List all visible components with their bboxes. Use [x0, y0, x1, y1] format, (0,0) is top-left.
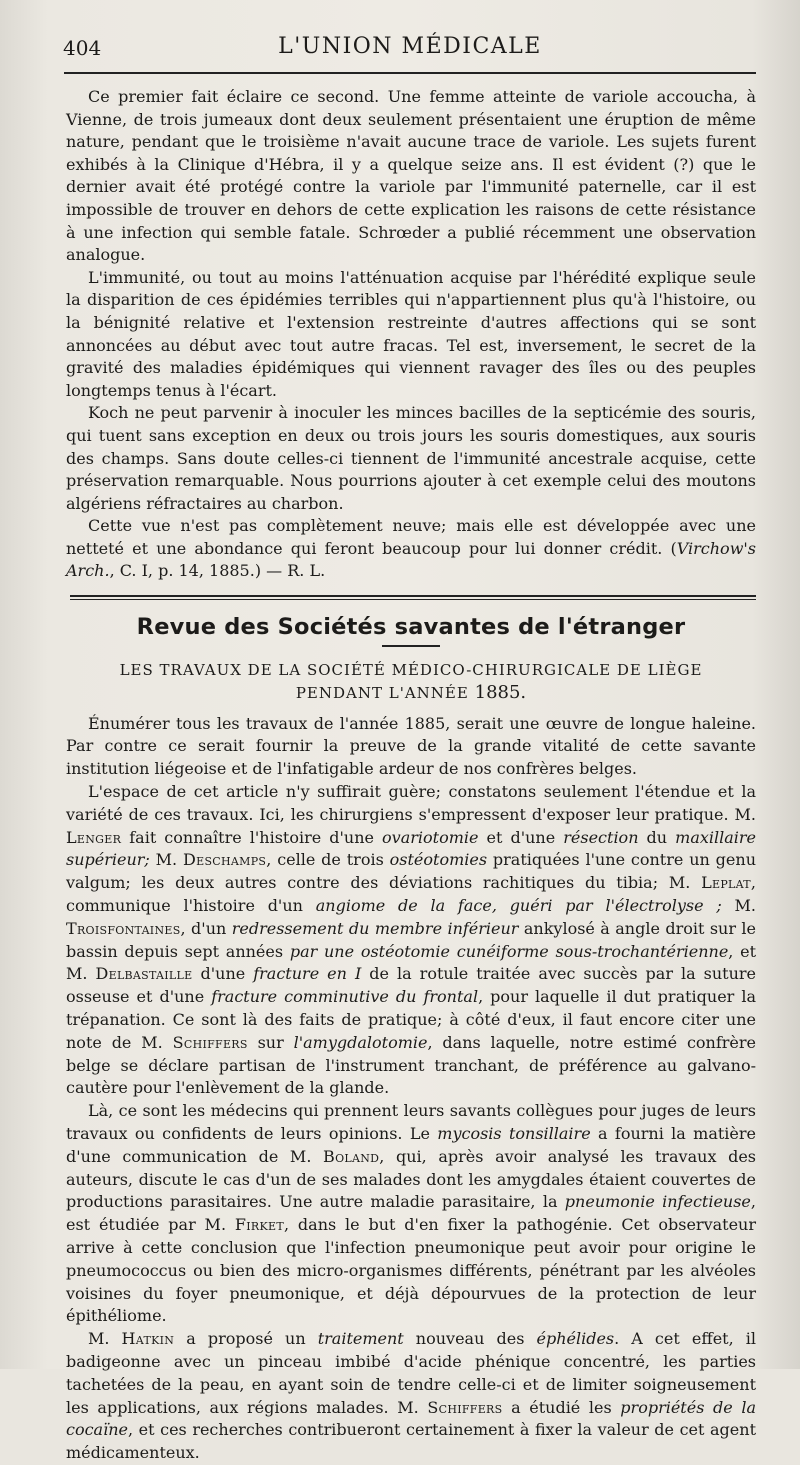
text: , d'un	[180, 918, 232, 938]
text: Là, ce sont les médecins qui prennent leurs savants collègues pour juges de leurs travaux ou confidents de leurs opinions. Le	[66, 1101, 756, 1143]
author-name: Firket	[234, 1215, 284, 1235]
term: traitement	[317, 1329, 404, 1349]
subtitle-year: 1885.	[474, 681, 527, 703]
term: pneumonie infectieuse	[564, 1192, 751, 1212]
text: d'une	[192, 964, 254, 984]
text: a proposé un	[174, 1329, 318, 1349]
term: mycosis tonsillaire	[437, 1124, 591, 1143]
author-name: Schiffers	[427, 1397, 503, 1417]
term: résection	[563, 827, 639, 847]
text: M.	[149, 850, 183, 870]
text: , dans laquelle, notre estimé confrère belge se déclare partisan de l'instrument tranchant, de préférence au galvano-cautère pour l'enlèvement de la glande.	[66, 1032, 756, 1098]
text: L'espace de cet article n'y suffirait guère; constatons seulement l'étendue et la variété de ces travaux. Ici, les chirurgiens s'empressent d'exposer leur pratique. M.	[66, 782, 756, 824]
text: M.	[88, 1329, 122, 1349]
text: ankylosé à angle droit sur le bassin depuis sept années	[66, 918, 757, 961]
paragraph: L'immunité, ou tout au moins l'atténuation acquise par l'hérédité explique seule la disparition de ces épidémies terribles qui n'appartiennent plus qu'à l'histoire, ou la bénignité relative et l'extension restreinte d'autres affections qui se sont annoncées au début avec tout autre fracas. Tel est, inversement, le secret de la gravité des maladies épidémiques qui viennent ravager des îles ou des peuples longtemps tenus à l'écart.	[66, 267, 756, 400]
journal-title: L'UNION MÉDICALE	[278, 34, 542, 59]
text: a fourni la matière d'une communication de M.	[66, 1124, 756, 1166]
paragraph: Koch ne peut parvenir à inoculer les minces bacilles de la septicémie des souris, qui tuent sans exception en deux ou trois jours les souris domestiques, aux souris des champs. Sans doute celles-ci tiennent de l'immunité ancestrale acquise, cette préservation remarquable. Nous pourrions ajouter à cet exemple celui des moutons algériens réfractaires au charbon.	[66, 403, 756, 513]
text: et d'une	[478, 827, 564, 847]
term: propriétés de la cocaïne	[66, 1397, 756, 1440]
text: Cette vue n'est pas complètement neuve; mais elle est développée avec une netteté et une abondance qui feront beaucoup pour lui donner crédit. (	[66, 516, 756, 558]
paragraph	[66, 1328, 756, 1465]
text: , celle de trois	[266, 850, 390, 870]
subtitle-prefix: PENDANT L'ANNÉE	[295, 683, 469, 702]
text: , qui, après avoir analysé les travaux des auteurs, discute le cas d'un de ses malades dont les amygdales étaient couvertes de productions parasitaires. Une autre maladie parasitaire, la	[66, 1146, 756, 1212]
text: a étudié les	[502, 1397, 621, 1417]
text: sur	[247, 1032, 294, 1052]
text: pratiquées l'une contre un genu valgum; les deux autres contre des déviations rachitiques du tibia; M.	[66, 850, 756, 893]
section-title: Revue des Sociétés savantes de l'étranger	[136, 614, 686, 641]
section-subtitle: LES TRAVAUX DE LA SOCIÉTÉ MÉDICO-CHIRURGICALE DE LIÈGE	[119, 660, 703, 679]
header-rule	[64, 72, 756, 74]
author-name: Hatkin	[121, 1329, 175, 1349]
paragraph: Énumérer tous les travaux de l'année 1885, serait une œuvre de longue haleine. Par contre ce serait fournir la preuve de la grande vitalité de cette savante institution liégeoise et de l'infatigable ardeur de nos confrères belges.	[66, 713, 756, 779]
text: nouveau des	[403, 1329, 537, 1349]
section-divider	[70, 595, 756, 600]
text: , C. I, p. 14, 1885.) — R. L.	[109, 561, 326, 581]
term: redressement du membre inférieur	[231, 918, 519, 938]
author-name: Lenger	[66, 827, 122, 847]
term: fracture comminutive du frontal	[211, 987, 479, 1007]
text: . A cet effet, il badigeonne avec un pinceau imbibé d'acide phénique concentré, les parties tachetées de la peau, en ayant soin de tendre celle-ci et de limiter soigneusement les applications, aux régions malades. M.	[66, 1329, 756, 1417]
review-body	[66, 713, 756, 1465]
text: de la rotule traitée avec succès par la suture osseuse et d'une	[66, 964, 757, 1007]
text: fait connaître l'histoire d'une	[121, 827, 383, 847]
paragraph-with-citation	[66, 515, 756, 583]
term: fracture en I	[253, 964, 362, 984]
paragraph	[66, 1100, 756, 1328]
author-name: Troisfontaines	[66, 918, 181, 938]
text: , pour laquelle il dut pratiquer la trépanation. Ce sont là des faits de pratique; à côté d'eux, il faut encore citer une note de M.	[66, 987, 756, 1052]
text: du	[638, 827, 676, 847]
page-number: 404	[63, 36, 102, 60]
section-subtitle-year	[66, 681, 756, 705]
author-name: Delbastaille	[95, 964, 193, 984]
page-header	[60, 34, 760, 64]
text: , et ces recherches contribueront certainement à fixer la valeur de cet agent médicamenteux.	[66, 1420, 756, 1463]
citation: Virchow's Arch.	[66, 538, 756, 581]
paragraph	[66, 781, 756, 1100]
text: , communique l'histoire d'un	[66, 873, 756, 916]
term: l'amygdalotomie	[293, 1032, 428, 1052]
author-name: Schiffers	[172, 1032, 248, 1052]
paragraph: Ce premier fait éclaire ce second. Une femme atteinte de variole accoucha, à Vienne, de trois jumeaux dont deux seulement présentaient une éruption de même nature, pendant que le troisième n'avait aucune trace de variole. Les sujets furent exhibés à la Clinique d'Hébra, il y a quelque seize ans. Il est évident (?) que le dernier avait été protégé contre la variole par l'immunité paternelle, car il est impossible de trouver en dehors de cette explication les raisons de cette résistance à une infection qui semble fatale. Schrœder a publié récemment une observation analogue.	[66, 87, 756, 265]
term: maxillaire supérieur;	[66, 827, 757, 870]
term: ovariotomie	[382, 827, 479, 847]
text: , dans le but d'en fixer la pathogénie. Cet observateur arrive à cette conclusion que l'infection pneumonique peut avoir pour origine le pneumococcus ou bien des micro-organismes différents, pénétrant par les alvéoles voisines du foyer pneumonique, et déjà dépourvues de la protection de leur épithéliome.	[66, 1215, 756, 1326]
term: ostéotomies	[389, 850, 488, 870]
text: , et M.	[66, 941, 757, 984]
term: par une ostéotomie cunéiforme sous-trochantérienne	[289, 941, 729, 961]
author-name: Leplat	[701, 873, 751, 893]
text: M.	[721, 896, 756, 916]
text: , est étudiée par M.	[66, 1192, 756, 1235]
term: angiome de la face, guéri par l'électrolyse ;	[315, 896, 722, 916]
author-name: Boland	[323, 1146, 380, 1166]
author-name: Deschamps	[183, 850, 267, 870]
title-underline	[382, 645, 440, 647]
term: éphélides	[536, 1329, 615, 1349]
article-body	[66, 86, 756, 1465]
